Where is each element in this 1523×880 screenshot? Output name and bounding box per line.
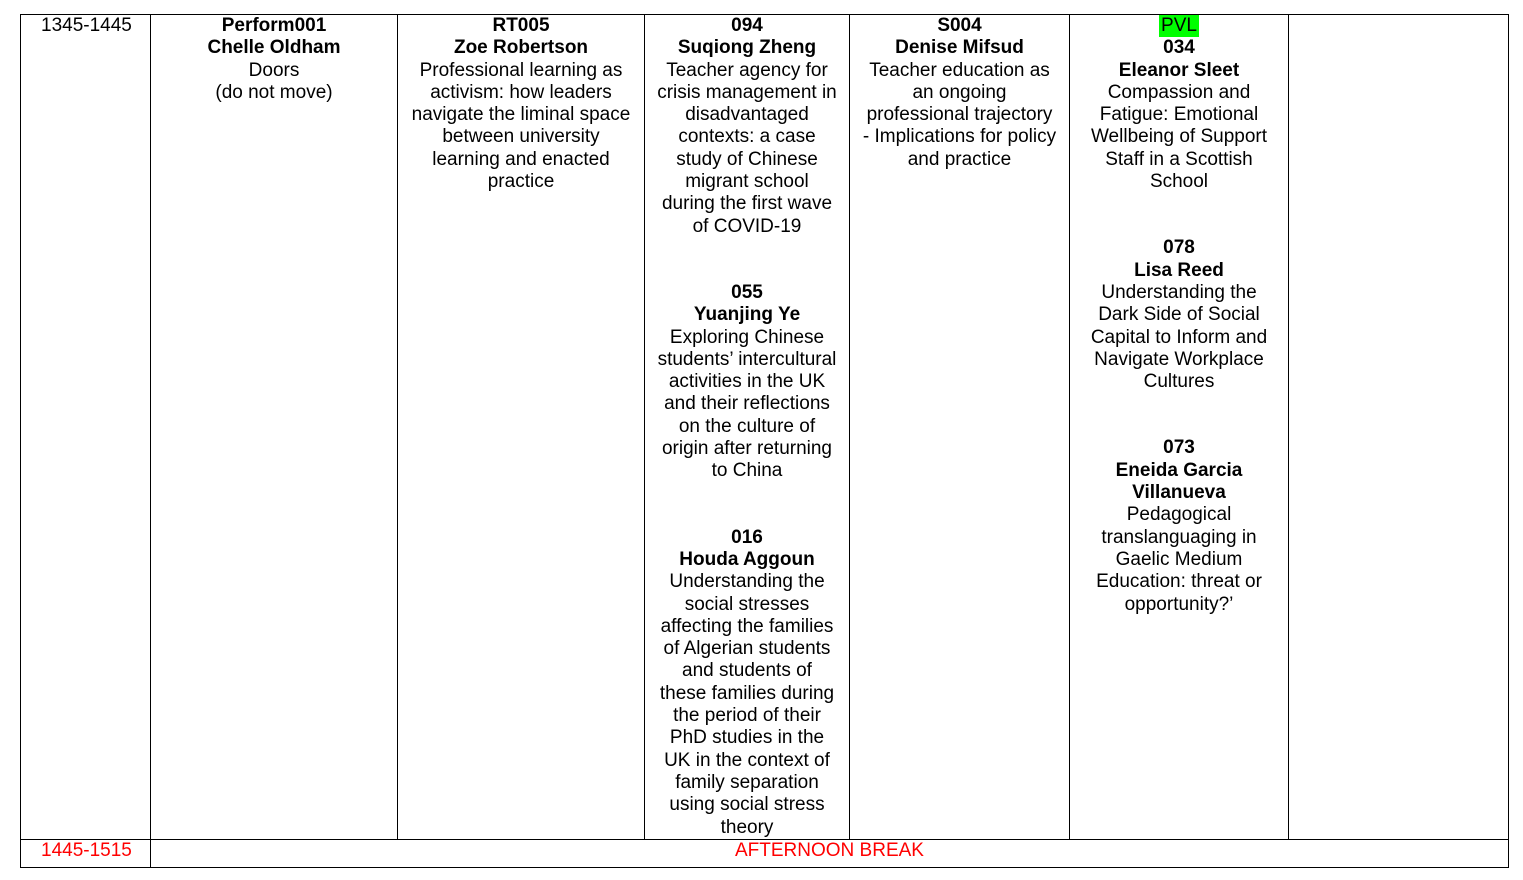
paper-entry xyxy=(651,282,843,483)
paper-title-line: Wellbeing of Support xyxy=(1090,126,1268,148)
paper-title-line: migrant school xyxy=(685,171,809,193)
paper-code: S004 xyxy=(937,15,982,36)
paper-title-line: Gaelic Medium xyxy=(1115,548,1243,570)
paper-title-line: navigate the liminal space xyxy=(411,104,631,126)
paper-title-line: Teacher agency for xyxy=(666,59,828,81)
session-column-6 xyxy=(1289,15,1509,840)
paper-title-line: during the first wave xyxy=(661,193,833,215)
break-time: 1445-1515 xyxy=(21,839,151,867)
paper-title-line: practice xyxy=(487,171,555,193)
session-column-2 xyxy=(398,15,645,840)
paper-title-line: students’ intercultural xyxy=(657,348,837,370)
session-time: 1345-1445 xyxy=(21,15,151,840)
paper-title-line: (do not move) xyxy=(215,81,333,103)
paper-entry xyxy=(1076,37,1282,193)
paper-title-line: the period of their xyxy=(673,705,821,727)
presenter-name: Suqiong Zheng xyxy=(677,37,817,59)
presenter-name: Yuanjing Ye xyxy=(693,304,801,326)
paper-title-line: of Algerian students xyxy=(663,638,831,660)
room-tag-line xyxy=(1076,15,1282,37)
paper-title-line: Cultures xyxy=(1143,371,1215,393)
paper-title-line: disadvantaged xyxy=(685,104,809,126)
paper-title-line: these families during xyxy=(659,682,835,704)
paper-title-line: PhD studies in the xyxy=(669,727,825,749)
paper-title-line: contexts: a case xyxy=(678,126,816,148)
presenter-name: Villanueva xyxy=(1132,482,1226,504)
presenter-name: Zoe Robertson xyxy=(453,37,589,59)
paper-code: 094 xyxy=(731,15,763,36)
paper-title-line: UK in the context of xyxy=(664,749,830,771)
paper-title-line: Doors xyxy=(248,59,300,81)
paper-code: 034 xyxy=(1163,37,1195,59)
paper-title-line: Understanding the xyxy=(669,571,825,593)
paper-title-line: School xyxy=(1149,171,1209,193)
paper-title-line: learning and enacted xyxy=(432,148,610,170)
paper-title-line: between university xyxy=(442,126,600,148)
break-label: AFTERNOON BREAK xyxy=(151,839,1509,867)
presenter-name: Chelle Oldham xyxy=(207,37,341,59)
session-column-4 xyxy=(850,15,1070,840)
paper-code: 055 xyxy=(731,281,763,303)
paper-title-line: - Implications for policy xyxy=(862,126,1057,148)
paper-title-line: opportunity?’ xyxy=(1124,593,1234,615)
session-row xyxy=(21,15,1509,840)
paper-title-line: translanguaging in xyxy=(1101,526,1257,548)
paper-title-line: an ongoing xyxy=(912,81,1007,103)
paper-title-line: Capital to Inform and xyxy=(1090,326,1268,348)
paper-title-line: social stresses xyxy=(684,593,810,615)
paper-title-line: crisis management in xyxy=(657,81,837,103)
paper-title-line: and practice xyxy=(907,148,1012,170)
paper-title-line: activities in the UK xyxy=(668,371,826,393)
paper-title-line: Understanding the xyxy=(1101,281,1257,303)
paper-title-line: professional trajectory xyxy=(866,104,1053,126)
paper-title-line: Professional learning as xyxy=(419,59,623,81)
paper-title-line: and their reflections xyxy=(664,393,830,415)
paper-title-line: to China xyxy=(711,460,783,482)
break-row xyxy=(21,839,1509,867)
paper-entry xyxy=(651,15,843,238)
paper-title-line: origin after returning xyxy=(661,438,833,460)
paper-entry xyxy=(1076,237,1282,393)
paper-code: 073 xyxy=(1163,437,1195,459)
paper-title-line: Navigate Workplace xyxy=(1094,348,1264,370)
session-column-5 xyxy=(1070,15,1289,840)
paper-title-line: using social stress xyxy=(669,794,825,816)
presenter-name: Lisa Reed xyxy=(1134,259,1224,281)
paper-entry xyxy=(1076,437,1282,615)
paper-title-line: theory xyxy=(720,816,774,838)
paper-code: 078 xyxy=(1163,237,1195,259)
presenter-name: Eneida Garcia xyxy=(1115,459,1243,481)
paper-title-line: Fatigue: Emotional xyxy=(1099,104,1259,126)
paper-title-line: affecting the families xyxy=(660,615,834,637)
paper-title-line: family separation xyxy=(675,771,819,793)
paper-title-line: Pedagogical xyxy=(1126,504,1232,526)
paper-title-line: Compassion and xyxy=(1107,81,1251,103)
paper-title-line: Education: threat or xyxy=(1096,571,1262,593)
paper-code: 016 xyxy=(731,526,763,548)
paper-title-line: of COVID-19 xyxy=(692,215,802,237)
paper-title-line: Teacher education as xyxy=(869,59,1050,81)
paper-title-line: activism: how leaders xyxy=(430,81,612,103)
schedule-table xyxy=(20,14,1509,868)
paper-entry xyxy=(157,15,391,104)
presenter-name: Eleanor Sleet xyxy=(1118,59,1240,81)
paper-entry xyxy=(856,15,1063,171)
paper-title-line: and students of xyxy=(682,660,812,682)
session-column-3 xyxy=(645,15,850,840)
presenter-name: Houda Aggoun xyxy=(679,548,815,570)
paper-title-line: study of Chinese xyxy=(676,148,818,170)
paper-code: RT005 xyxy=(492,15,550,36)
paper-title-line: Exploring Chinese xyxy=(669,326,825,348)
paper-title-line: on the culture of xyxy=(678,415,816,437)
paper-title-line: Dark Side of Social xyxy=(1098,304,1260,326)
session-column-1 xyxy=(151,15,398,840)
paper-entry xyxy=(651,527,843,839)
paper-entry xyxy=(404,15,638,193)
paper-title-line: Staff in a Scottish xyxy=(1105,148,1253,170)
paper-code: Perform001 xyxy=(221,15,327,36)
room-tag: PVL xyxy=(1161,15,1197,36)
presenter-name: Denise Mifsud xyxy=(895,37,1024,59)
